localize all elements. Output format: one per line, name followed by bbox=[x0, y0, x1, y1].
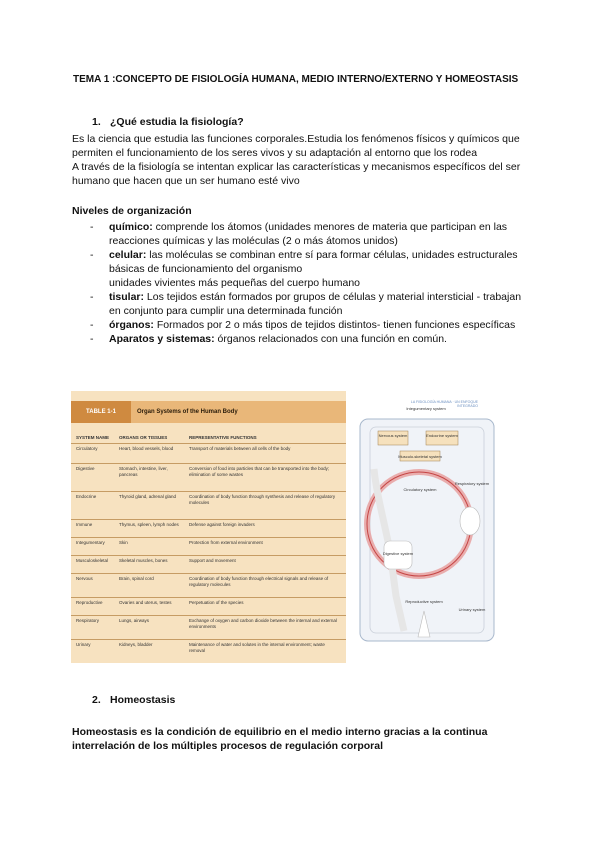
cell-system: Urinary bbox=[76, 642, 91, 647]
cell-organs: Thymus, spleen, lymph nodes bbox=[119, 522, 179, 527]
table-row bbox=[71, 443, 346, 464]
cell-organs: Thyroid gland, adrenal gland bbox=[119, 494, 177, 499]
label-circulatory: Circulatory system bbox=[403, 487, 437, 492]
column-header-system: SYSTEM NAME bbox=[76, 435, 110, 440]
cell-function: Support and movement bbox=[189, 558, 236, 563]
table-title: Organ Systems of the Human Body bbox=[137, 409, 238, 415]
definition-paragraph: Es la ciencia que estudia las funciones corporales.Estudia los fenómenos físicos y químicos que permiten el funcionamiento de los seres vivos y su adaptación al entorno que los rodea bbox=[72, 133, 520, 159]
cell-system: Digestive bbox=[76, 466, 95, 471]
lungs-shape bbox=[460, 507, 480, 535]
table-row bbox=[71, 519, 346, 538]
organ-systems-diagram bbox=[346, 391, 502, 663]
cell-system: Nervous bbox=[76, 576, 93, 581]
cell-system: Circulatory bbox=[76, 446, 98, 451]
cell-organs: Brain, spinal cord bbox=[119, 576, 154, 581]
cell-function: Coordination of body function through synthesis and release of regulatory molecules bbox=[189, 494, 336, 505]
table-row bbox=[71, 555, 346, 574]
table-row bbox=[71, 463, 346, 492]
level-term: celular: bbox=[109, 249, 147, 261]
section-2-heading bbox=[92, 694, 175, 706]
cell-system: Endocrine bbox=[76, 494, 97, 499]
cell-organs: Heart, blood vessels, blood bbox=[119, 446, 174, 451]
column-header-functions: REPRESENTATIVE FUNCTIONS bbox=[189, 435, 257, 440]
cell-organs: Stomach, intestine, liver, pancreas bbox=[119, 466, 168, 477]
level-extra: unidades vivientes más pequeñas del cuerpo humano bbox=[109, 277, 361, 289]
section-2-number: 2. bbox=[92, 694, 101, 706]
cell-function: Maintenance of water and solutes in the internal environment; waste removal bbox=[189, 642, 325, 653]
section-1-title: ¿Qué estudia la fisiología? bbox=[110, 116, 244, 128]
cell-system: Immune bbox=[76, 522, 93, 527]
table-row bbox=[71, 597, 346, 616]
cell-organs: Lungs, airways bbox=[119, 618, 150, 623]
level-text: Los tejidos están formados por grupos de células y material intersticial - trabajan en conjunto para cumplir una determinada función bbox=[109, 291, 522, 317]
level-term: tisular: bbox=[109, 291, 145, 303]
organ-systems-table bbox=[71, 391, 346, 663]
cell-organs: Ovaries and uterus, testes bbox=[119, 600, 172, 605]
levels-list bbox=[90, 220, 530, 346]
document-title: TEMA 1 :CONCEPTO DE FISIOLOGÍA HUMANA, MEDIO INTERNO/EXTERNO Y HOMEOSTASIS bbox=[73, 74, 519, 85]
explanation-paragraph: A través de la fisiología se intentan explicar las características y mecanismos específicos del ser humano que hacen que un ser humano esté vivo bbox=[72, 161, 521, 187]
table-tag: TABLE 1-1 bbox=[71, 401, 131, 423]
table-row bbox=[71, 639, 346, 664]
level-text: Formados por 2 o más tipos de tejidos distintos- tienen funciones específicas bbox=[153, 319, 516, 331]
list-item: - tisular: Los tejidos están formados por grupos de células y material intersticial - trabajan en conjunto para cumplir una determinada función bbox=[90, 291, 522, 317]
level-term: órganos: bbox=[109, 319, 154, 331]
diagram-svg bbox=[346, 391, 502, 663]
level-text: órganos relacionados con una función en común. bbox=[214, 333, 447, 345]
label-digestive: Digestive system bbox=[382, 551, 414, 556]
section-2-title: Homeostasis bbox=[110, 694, 176, 706]
section-1-heading bbox=[92, 116, 244, 128]
cell-function: Protection from external environment bbox=[189, 540, 263, 545]
list-item: - órganos: Formados por 2 o más tipos de tejidos distintos- tienen funciones específicas bbox=[90, 319, 516, 331]
cell-function: Perpetuation of the species bbox=[189, 600, 244, 605]
cell-function: Conversion of food into particles that can be transported into the body; elimination of some wastes bbox=[189, 466, 330, 477]
level-text: comprende los átomos (unidades menores de materia que participan en las reacciones químicas y las moléculas (2 o más átomos unidos) bbox=[109, 221, 508, 247]
label-musculoskeletal: Musculo-skeletal system bbox=[398, 454, 442, 459]
level-term: químico: bbox=[109, 221, 153, 233]
column-header-organs: ORGANS OR TISSUES bbox=[119, 435, 168, 440]
label-reproductive: Reproductive system bbox=[405, 599, 443, 604]
table-row bbox=[71, 573, 346, 598]
cell-function: Coordination of body function through electrical signals and release of regulatory molecules bbox=[189, 576, 329, 587]
list-item: - celular: las moléculas se combinan entre sí para formar células, unidades estructurales básicas de funcionamiento del organismo unidades vivientes más pequeñas del cuerpo humano bbox=[90, 249, 518, 289]
table-row bbox=[71, 537, 346, 556]
label-respiratory: Respiratory system bbox=[454, 481, 490, 486]
organ-systems-figure bbox=[71, 391, 502, 663]
diagram-title: Integumentary system bbox=[406, 406, 446, 411]
cell-organs: Skin bbox=[119, 540, 128, 545]
cell-system: Integumentary bbox=[76, 540, 105, 545]
levels-heading: Niveles de organización bbox=[72, 205, 192, 217]
level-term: Aparatos y sistemas: bbox=[109, 333, 215, 345]
section-1-number: 1. bbox=[92, 116, 101, 128]
table-row bbox=[71, 491, 346, 520]
publisher-logo: LA FISIOLOGÍA HUMANA · UN ENFOQUE INTEGRADO bbox=[410, 400, 478, 408]
label-urinary: Urinary system bbox=[458, 607, 486, 612]
cell-organs: Kidneys, bladder bbox=[119, 642, 153, 647]
cell-organs: Skeletal muscles, bones bbox=[119, 558, 168, 563]
cell-function: Exchange of oxygen and carbon dioxide between the internal and external environments bbox=[189, 618, 337, 629]
label-endocrine: Endocrine system bbox=[426, 433, 458, 438]
cell-system: Musculoskeletal bbox=[76, 558, 109, 563]
cell-function: Transport of materials between all cells of the body bbox=[189, 446, 291, 451]
cell-system: Respiratory bbox=[76, 618, 100, 623]
list-item: - químico: comprende los átomos (unidades menores de materia que participan en las reacciones químicas y las moléculas (2 o más átomos unidos) bbox=[90, 221, 508, 247]
cell-function: Defense against foreign invaders bbox=[189, 522, 255, 527]
table-row bbox=[71, 615, 346, 640]
homeostasis-paragraph: Homeostasis es la condición de equilibrio en el medio interno gracias a la continua interrelación de los múltiples procesos de regulación corporal bbox=[72, 726, 488, 752]
list-item: - Aparatos y sistemas: órganos relacionados con una función en común. bbox=[90, 333, 447, 345]
cell-system: Reproductive bbox=[76, 600, 103, 605]
level-text: las moléculas se combinan entre sí para formar células, unidades estructurales básicas de funcionamiento del organismo bbox=[109, 249, 518, 275]
label-nervous: Nervous system bbox=[378, 433, 408, 438]
